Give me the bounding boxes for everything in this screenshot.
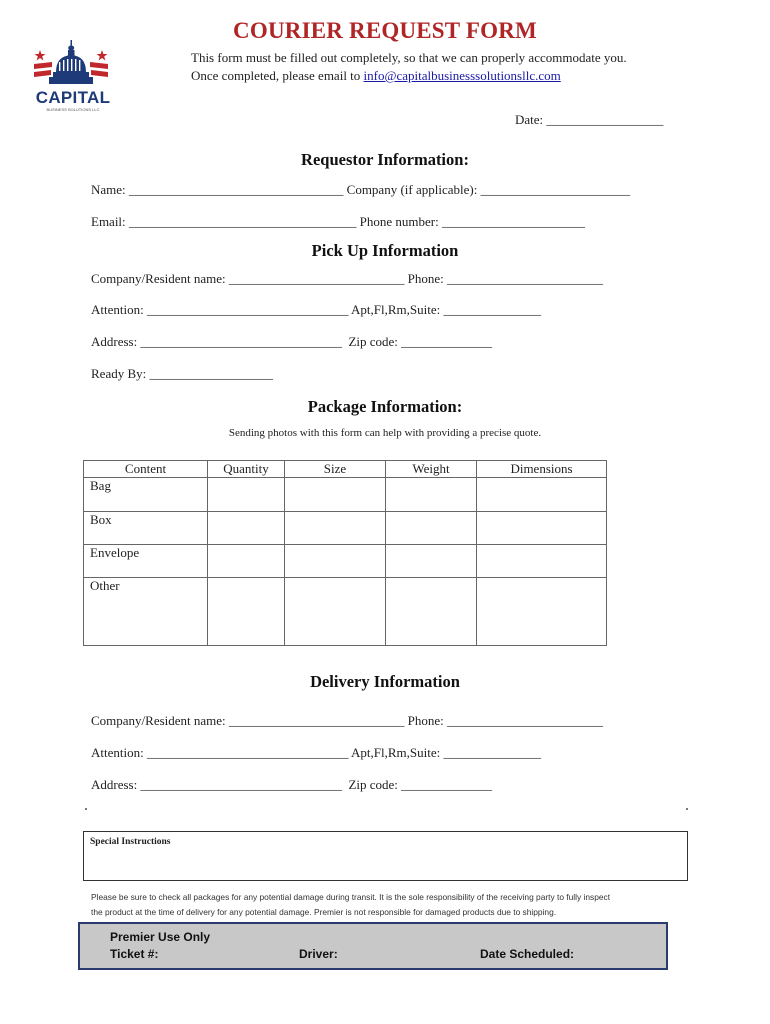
- size-cell[interactable]: [285, 512, 386, 545]
- weight-cell[interactable]: [386, 545, 477, 578]
- row-label: Bag: [84, 478, 208, 512]
- column-header: Size: [285, 461, 386, 478]
- pickup-ready-by-field[interactable]: Ready By: ___________________: [91, 366, 273, 381]
- intro-prefix: Once completed, please email to: [191, 68, 364, 83]
- premier-title: Premier Use Only: [110, 930, 211, 944]
- column-header: Weight: [386, 461, 477, 478]
- delivery-company-phone-field[interactable]: Company/Resident name: ___________________________ Phone: ________________________: [91, 713, 604, 728]
- table-header-row: [84, 461, 607, 478]
- table-row: [84, 545, 607, 578]
- disclaimer-line2: the product at the time of delivery for any potential damage. Premier is not responsible for damaged products due to shipping.: [91, 907, 557, 917]
- premier-use-box: [78, 922, 668, 970]
- disclaimer-line1: Please be sure to check all packages for any potential damage during transit. It is the sole responsibility of the receiving party to fully inspect: [91, 892, 611, 902]
- size-cell[interactable]: [285, 545, 386, 578]
- dimensions-cell[interactable]: [477, 545, 607, 578]
- column-header: Content: [84, 461, 208, 478]
- special-instructions-label: Special Instructions: [90, 837, 171, 847]
- delivery-attention-suite-field[interactable]: Attention: _______________________________ Apt,Fl,Rm,Suite: _______________: [91, 745, 541, 760]
- form-title: COURIER REQUEST FORM: [233, 18, 537, 43]
- dimensions-cell[interactable]: [477, 578, 607, 646]
- table-row: [84, 578, 607, 646]
- ticket-label: Ticket #:: [110, 947, 159, 961]
- delivery-address-zip-field[interactable]: Address: _______________________________ Zip code: ______________: [91, 777, 493, 792]
- requestor-name-company-field[interactable]: Name: _________________________________ Company (if applicable): _______________________: [91, 182, 631, 197]
- weight-cell[interactable]: [386, 578, 477, 646]
- pickup-address-zip-field[interactable]: Address: _______________________________ Zip code: ______________: [91, 334, 493, 349]
- email-link[interactable]: info@capitalbusinesssolutionsllc.com: [363, 68, 561, 83]
- package-heading: Package Information:: [307, 397, 463, 416]
- delivery-heading: Delivery Information: [310, 672, 460, 691]
- column-header: Quantity: [208, 461, 285, 478]
- requestor-heading: Requestor Information:: [301, 150, 469, 169]
- column-header: Dimensions: [477, 461, 607, 478]
- quantity-cell[interactable]: [208, 478, 285, 512]
- package-table: [83, 460, 607, 646]
- row-label: Other: [84, 578, 208, 646]
- dimensions-cell[interactable]: [477, 478, 607, 512]
- weight-cell[interactable]: [386, 478, 477, 512]
- divider-dot: [686, 808, 688, 810]
- pickup-heading: Pick Up Information: [311, 241, 459, 260]
- dimensions-cell[interactable]: [477, 512, 607, 545]
- intro-text-line2: [191, 68, 561, 84]
- quantity-cell[interactable]: [208, 545, 285, 578]
- quantity-cell[interactable]: [208, 512, 285, 545]
- capitol-dome-icon: [49, 40, 93, 84]
- requestor-email-phone-field[interactable]: Email: ___________________________________ Phone number: ______________________: [91, 214, 585, 229]
- size-cell[interactable]: [285, 478, 386, 512]
- driver-label: Driver:: [299, 947, 338, 961]
- date-field[interactable]: Date: __________________: [515, 112, 664, 127]
- date-scheduled-label: Date Scheduled:: [480, 947, 575, 961]
- pickup-attention-suite-field[interactable]: Attention: _______________________________ Apt,Fl,Rm,Suite: _______________: [91, 302, 541, 317]
- logo-wordmark: CAPITAL: [35, 88, 111, 107]
- package-photo-note: Sending photos with this form can help with providing a precise quote.: [228, 427, 542, 439]
- divider-dot: [85, 808, 87, 810]
- intro-text-line1: This form must be filled out completely, so that we can properly accommodate you.: [191, 50, 627, 65]
- quantity-cell[interactable]: [208, 578, 285, 646]
- table-row: [84, 512, 607, 545]
- pickup-company-phone-field[interactable]: Company/Resident name: ___________________________ Phone: ________________________: [91, 271, 604, 286]
- table-row: [84, 478, 607, 512]
- size-cell[interactable]: [285, 578, 386, 646]
- special-instructions-box[interactable]: [83, 831, 688, 881]
- logo-subtext: BUSINESS SOLUTIONS LLC: [46, 107, 100, 112]
- row-label: Envelope: [84, 545, 208, 578]
- weight-cell[interactable]: [386, 512, 477, 545]
- row-label: Box: [84, 512, 208, 545]
